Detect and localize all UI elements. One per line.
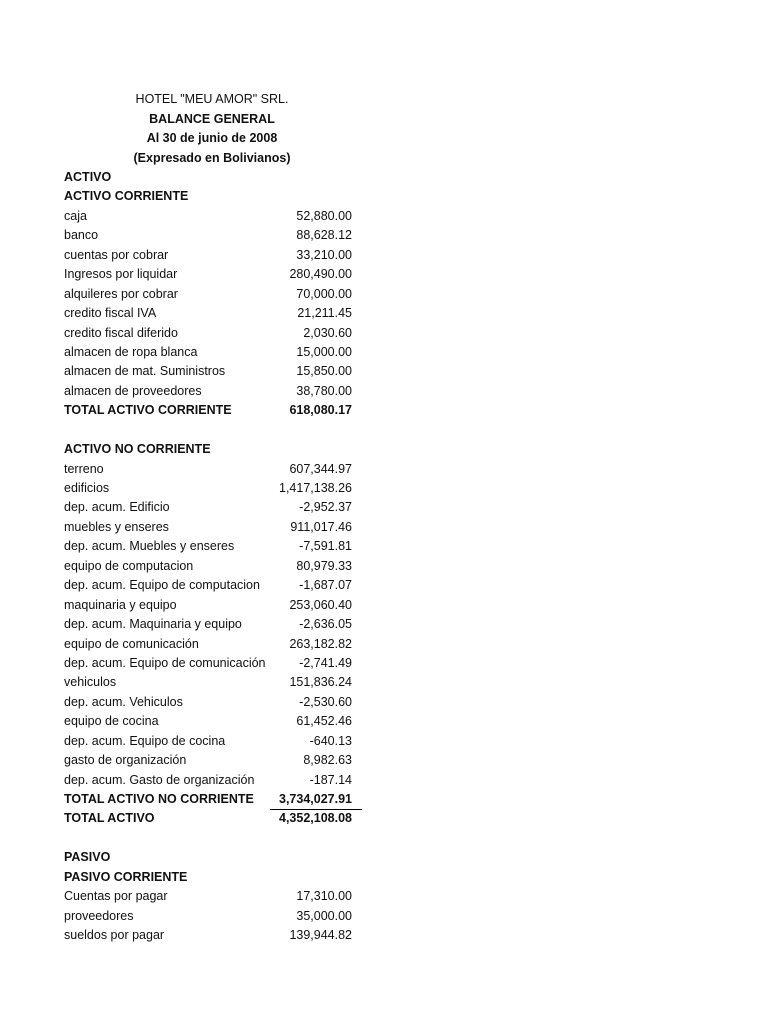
section-row	[64, 440, 362, 459]
row-label: dep. acum. Edificio	[64, 500, 170, 515]
row-value: 15,000.00	[296, 344, 352, 359]
document-title: BALANCE GENERAL	[149, 111, 275, 126]
row-label: credito fiscal IVA	[64, 306, 157, 321]
row-label: ACTIVO NO CORRIENTE	[64, 442, 211, 457]
row-label: edificios	[64, 481, 110, 495]
row-label: terreno	[64, 461, 104, 476]
row-label: proveedores	[64, 908, 134, 923]
row-value: 8,982.63	[303, 753, 352, 768]
row-label: ACTIVO CORRIENTE	[64, 189, 189, 204]
row-value: -640.13	[309, 733, 352, 748]
row-value: 3,734,027.91	[279, 792, 352, 806]
table-row	[64, 732, 362, 751]
row-label: credito fiscal diferido	[64, 325, 178, 340]
table-row	[64, 771, 362, 790]
table-row	[64, 265, 362, 284]
table-row	[64, 460, 362, 479]
row-value: 88,628.12	[296, 228, 352, 243]
document-currency-note: (Expresado en Bolivianos)	[133, 150, 291, 165]
row-value: 1,417,138.26	[279, 481, 352, 495]
row-label: dep. acum. Vehiculos	[64, 694, 183, 709]
table-row	[64, 615, 362, 634]
table-row	[64, 596, 362, 615]
row-label: almacen de ropa blanca	[64, 344, 198, 359]
row-label: TOTAL ACTIVO	[64, 811, 155, 826]
row-label: Cuentas por pagar	[64, 889, 168, 904]
row-label: dep. acum. Equipo de comunicación	[64, 655, 266, 670]
document-date: Al 30 de junio de 2008	[146, 131, 278, 146]
row-value: 21,211.45	[297, 306, 352, 321]
row-label: sueldos por pagar	[64, 928, 165, 943]
table-row	[64, 207, 362, 226]
row-value: 70,000.00	[296, 286, 352, 301]
row-value: 80,979.33	[296, 558, 352, 573]
row-value: 253,060.40	[289, 597, 352, 612]
row-value: 33,210.00	[296, 247, 352, 262]
row-label: Ingresos por liquidar	[64, 267, 178, 282]
row-value: 17,310.00	[296, 889, 352, 904]
row-label: gasto de organización	[64, 753, 187, 768]
row-value: -7,591.81	[299, 539, 352, 554]
row-label: alquileres por cobrar	[64, 286, 178, 301]
row-value: 263,182.82	[289, 636, 352, 651]
table-row	[64, 343, 362, 362]
row-label: dep. acum. Equipo de cocina	[64, 733, 226, 748]
table-row	[64, 246, 362, 265]
row-label: vehiculos	[64, 675, 117, 690]
row-label: equipo de cocina	[64, 714, 159, 729]
row-label: muebles y enseres	[64, 519, 169, 534]
row-value: 911,017.46	[290, 519, 352, 534]
row-label: dep. acum. Muebles y enseres	[64, 539, 235, 554]
table-row	[64, 926, 362, 945]
row-label: almacen de proveedores	[64, 383, 202, 398]
balance-table	[64, 168, 362, 946]
row-value: 52,880.00	[296, 208, 352, 223]
table-row	[64, 635, 362, 654]
blank-row	[64, 829, 362, 848]
section-row	[64, 809, 362, 828]
row-value: 15,850.00	[296, 364, 352, 379]
row-value: 618,080.17	[289, 403, 352, 418]
row-value: 38,780.00	[296, 383, 352, 398]
row-value: 280,490.00	[289, 267, 352, 282]
row-label: caja	[64, 208, 87, 223]
table-row	[64, 304, 362, 323]
table-row	[64, 226, 362, 245]
row-label: equipo de comunicación	[64, 636, 199, 651]
row-label: ACTIVO	[64, 170, 112, 184]
row-value: -1,687.07	[299, 578, 352, 593]
section-row	[64, 401, 362, 420]
row-label: banco	[64, 228, 99, 243]
table-row	[64, 673, 362, 692]
row-label: TOTAL ACTIVO NO CORRIENTE	[64, 792, 254, 806]
table-row	[64, 362, 362, 381]
table-row	[64, 751, 362, 770]
row-value: -2,636.05	[299, 617, 352, 632]
table-row	[64, 498, 362, 517]
table-row	[64, 654, 362, 673]
table-row	[64, 324, 362, 343]
row-label: dep. acum. Equipo de computacion	[64, 578, 260, 593]
row-value: 607,344.97	[289, 461, 352, 476]
document-header	[64, 90, 360, 168]
section-row	[64, 868, 362, 887]
row-label: almacen de mat. Suministros	[64, 364, 226, 379]
row-label: PASIVO CORRIENTE	[64, 869, 188, 884]
section-row	[64, 790, 362, 809]
row-label: PASIVO	[64, 850, 111, 865]
row-label: dep. acum. Gasto de organización	[64, 772, 255, 787]
table-row	[64, 712, 362, 731]
table-row	[64, 907, 362, 926]
row-label: dep. acum. Maquinaria y equipo	[64, 617, 242, 632]
row-value: -2,952.37	[299, 500, 352, 515]
row-value: 35,000.00	[296, 908, 352, 923]
row-value: 2,030.60	[303, 325, 352, 340]
blank-row	[64, 421, 362, 440]
section-row	[64, 168, 362, 187]
table-row	[64, 285, 362, 304]
row-value: -2,530.60	[299, 694, 352, 709]
row-label: cuentas por cobrar	[64, 247, 169, 262]
table-row	[64, 479, 362, 498]
table-row	[64, 537, 362, 556]
section-row	[64, 187, 362, 206]
table-row	[64, 693, 362, 712]
company-name: HOTEL "MEU AMOR" SRL.	[135, 92, 289, 106]
row-label: maquinaria y equipo	[64, 597, 177, 612]
table-row	[64, 887, 362, 906]
table-row	[64, 518, 362, 537]
row-value: 4,352,108.08	[279, 811, 352, 826]
row-value: 151,836.24	[289, 675, 352, 690]
row-value: -2,741.49	[299, 655, 352, 670]
row-value: -187.14	[309, 772, 352, 787]
row-value: 61,452.46	[296, 714, 352, 729]
table-row	[64, 576, 362, 595]
table-row	[64, 557, 362, 576]
section-row	[64, 848, 362, 867]
table-row	[64, 382, 362, 401]
row-value: 139,944.82	[289, 928, 352, 943]
row-label: TOTAL ACTIVO CORRIENTE	[64, 403, 232, 418]
row-label: equipo de computacion	[64, 558, 194, 573]
